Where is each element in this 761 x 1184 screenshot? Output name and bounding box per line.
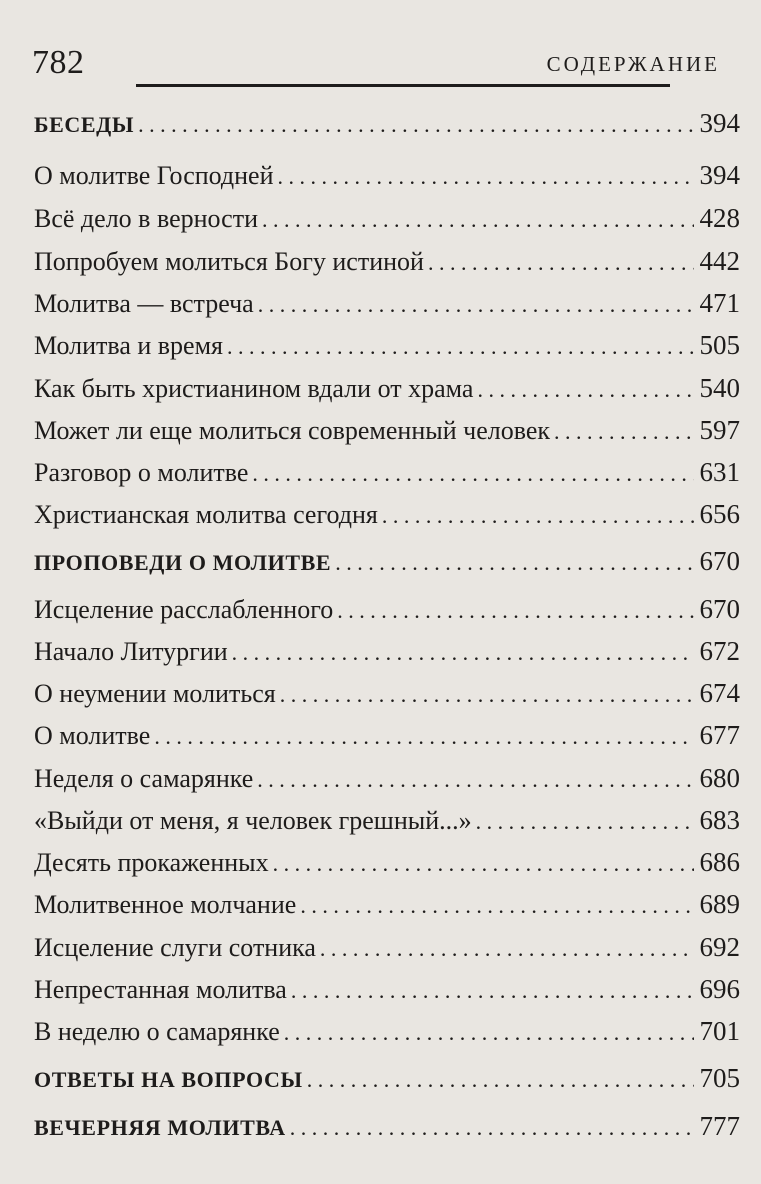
dot-leader [290, 1113, 694, 1143]
toc-entry-title: Молитва и время [34, 331, 223, 360]
running-head: СОДЕРЖАНИЕ [546, 52, 720, 76]
toc-entry-title: Попробуем молиться Богу истиной [34, 247, 424, 276]
dot-leader [232, 638, 694, 668]
toc-entry-page: 677 [699, 720, 740, 750]
toc-entry [34, 457, 740, 489]
toc-entry-page: 701 [699, 1016, 740, 1046]
dot-leader [154, 722, 693, 752]
toc-entry-page: 428 [699, 203, 740, 233]
toc-entry-title: Непрестанная молитва [34, 975, 287, 1004]
toc-entry-title: Исцеление расслабленного [34, 595, 334, 624]
toc-entry-title: О молитве [34, 721, 151, 750]
toc-entry-title: Молитвенное молчание [34, 890, 297, 919]
toc-entry-page: 540 [699, 373, 740, 403]
toc-entry [34, 678, 740, 710]
toc-entry-page: 670 [699, 546, 740, 576]
toc-entry-title: БЕСЕДЫ [34, 112, 135, 137]
toc-section-entry [34, 1063, 740, 1095]
toc-entry [34, 889, 740, 921]
dot-leader [307, 1065, 694, 1095]
toc-entry-page: 672 [699, 636, 740, 666]
toc-entry [34, 594, 740, 626]
dot-leader [476, 807, 694, 837]
toc-entry-title: Молитва — встреча [34, 289, 254, 318]
toc-entry-page: 631 [699, 457, 740, 487]
toc-entry [34, 636, 740, 668]
toc-entry-page: 674 [699, 678, 740, 708]
toc-entry-page: 597 [699, 415, 740, 445]
toc-section-entry [34, 108, 740, 140]
dot-leader [280, 680, 694, 710]
toc-entry [34, 415, 740, 447]
dot-leader [257, 765, 693, 795]
header-rule [136, 84, 670, 87]
toc-entry-title: Исцеление слуги сотника [34, 933, 316, 962]
toc-entry [34, 720, 740, 752]
dot-leader [300, 891, 693, 921]
toc-entry [34, 203, 740, 235]
toc-entry-title: Десять прокаженных [34, 848, 269, 877]
toc-entry-page: 442 [699, 246, 740, 276]
page-header [30, 40, 730, 90]
dot-leader [382, 501, 694, 531]
toc-entry-page: 471 [699, 288, 740, 318]
dot-leader [284, 1018, 694, 1048]
toc-entry-title: Неделя о самарянке [34, 764, 254, 793]
dot-leader [258, 290, 694, 320]
toc-entry-title: Как быть христианином вдали от храма [34, 374, 474, 403]
toc-entry [34, 330, 740, 362]
toc-entry-title: О молитве Господней [34, 161, 274, 190]
toc-section-entry [34, 546, 740, 578]
toc-entry [34, 932, 740, 964]
dot-leader [428, 248, 694, 278]
toc-entry-title: В неделю о самарянке [34, 1017, 280, 1046]
toc-entry [34, 847, 740, 879]
dot-leader [477, 375, 693, 405]
toc-entry-page: 505 [699, 330, 740, 360]
toc-entry [34, 1016, 740, 1048]
dot-leader [138, 110, 693, 140]
toc-entry-page: 670 [699, 594, 740, 624]
toc-entry [34, 246, 740, 278]
dot-leader [554, 417, 693, 447]
toc-entry [34, 499, 740, 531]
toc-entry [34, 373, 740, 405]
toc-entry-page: 689 [699, 889, 740, 919]
dot-leader [337, 596, 693, 626]
toc-entry-title: ПРОПОВЕДИ О МОЛИТВЕ [34, 550, 332, 575]
toc-entry-title: Всё дело в верности [34, 204, 258, 233]
toc-entry-title: Разговор о молитве [34, 458, 249, 487]
dot-leader [278, 162, 694, 192]
toc-entry-title: ОТВЕТЫ НА ВОПРОСЫ [34, 1067, 303, 1092]
toc-entry-title: О неумении молиться [34, 679, 276, 708]
dot-leader [291, 976, 694, 1006]
toc-entry [34, 288, 740, 320]
toc-entry-page: 696 [699, 974, 740, 1004]
toc-entry-page: 394 [699, 108, 740, 138]
toc-entry-title: Может ли еще молиться современный человек [34, 416, 551, 445]
toc-entry-title: «Выйди от меня, я человек грешный...» [34, 806, 472, 835]
toc-entry-page: 777 [699, 1111, 740, 1141]
dot-leader [262, 205, 694, 235]
dot-leader [227, 332, 694, 362]
toc-entry [34, 805, 740, 837]
dot-leader [320, 934, 694, 964]
dot-leader [252, 459, 693, 489]
toc-entry-title: Христианская молитва сегодня [34, 500, 378, 529]
toc-entry-title: Начало Литургии [34, 637, 228, 666]
toc-entry [34, 974, 740, 1006]
toc-entry [34, 160, 740, 192]
toc-entry-page: 686 [699, 847, 740, 877]
toc-entry [34, 763, 740, 795]
toc-entry-title: ВЕЧЕРНЯЯ МОЛИТВА [34, 1115, 286, 1140]
toc-entry-page: 692 [699, 932, 740, 962]
toc-entry-page: 683 [699, 805, 740, 835]
page-number: 782 [32, 44, 85, 81]
toc-entry-page: 680 [699, 763, 740, 793]
toc-section-entry [34, 1111, 740, 1143]
toc-entry-page: 705 [699, 1063, 740, 1093]
dot-leader [273, 849, 694, 879]
dot-leader [335, 548, 693, 578]
toc-entry-page: 656 [699, 499, 740, 529]
toc-entry-page: 394 [699, 160, 740, 190]
